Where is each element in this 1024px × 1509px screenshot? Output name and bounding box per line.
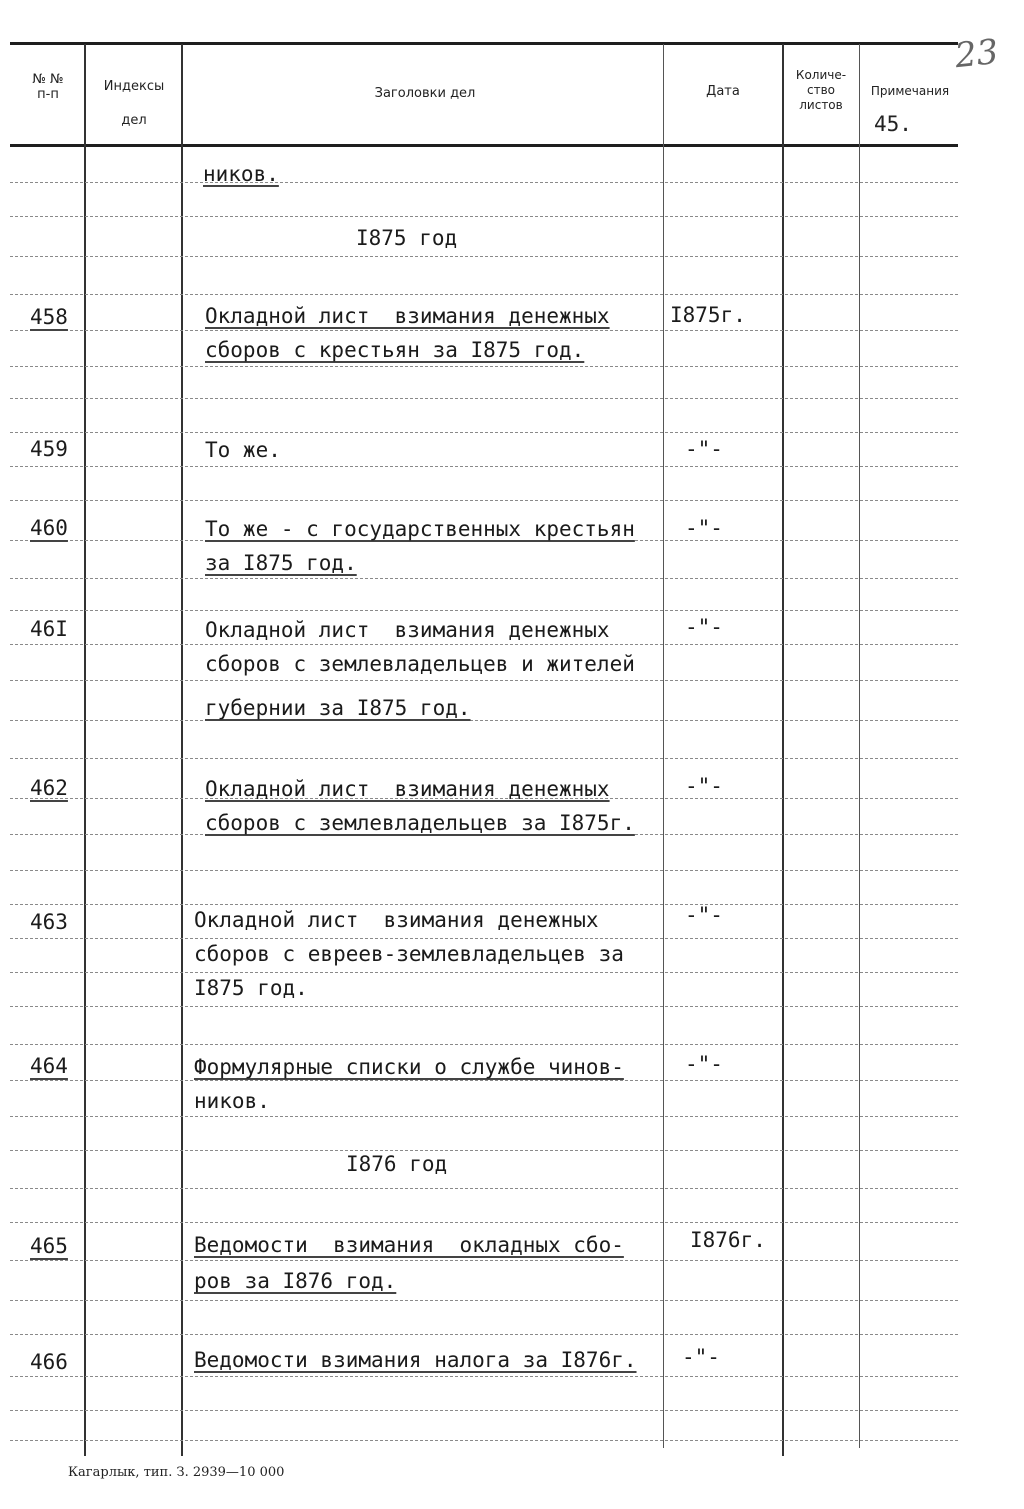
year-heading: I875 год <box>356 226 458 250</box>
case-title-line: сборов с землевладельцев и жителей <box>205 652 635 676</box>
ruled-line <box>10 1440 958 1441</box>
case-title-line: Окладной лист взимания денежных <box>205 304 610 328</box>
case-number: 463 <box>30 910 68 934</box>
header-col-date: Дата <box>706 84 740 99</box>
ruled-line <box>10 1410 958 1411</box>
case-title-line: Ведомости взимания окладных сбо- <box>194 1233 624 1257</box>
case-title-line: Ведомости взимания налога за I876г. <box>194 1348 637 1372</box>
ruled-line <box>10 432 958 433</box>
ruled-line <box>10 500 958 501</box>
folio-mark: 23 <box>953 31 1001 77</box>
ruled-line <box>10 1044 958 1045</box>
case-title-line: Окладной лист взимания денежных <box>205 618 610 642</box>
case-date: I875г. <box>670 303 746 327</box>
ruled-line <box>10 578 958 579</box>
case-date: I876г. <box>690 1228 766 1252</box>
case-number: 459 <box>30 437 68 461</box>
case-title-line: Формулярные списки о службе чинов- <box>194 1055 624 1079</box>
ruled-line <box>10 1150 958 1151</box>
header-top-rule <box>10 42 958 45</box>
ruled-line <box>10 1006 958 1007</box>
case-number: 46I <box>30 617 68 641</box>
header-bottom-rule <box>10 144 958 147</box>
continuation-text: ников. <box>203 162 279 186</box>
case-title-line: Окладной лист взимания денежных <box>194 908 599 932</box>
case-date: -"- <box>685 1052 723 1076</box>
case-number: 460 <box>30 516 68 540</box>
col-divider-title <box>663 44 664 1448</box>
year-heading: I876 год <box>346 1152 448 1176</box>
ruled-line <box>10 972 958 973</box>
header-col-index: Индексы дел <box>103 79 165 128</box>
header-col-sheets: Количе- ство листов <box>795 68 847 112</box>
ruled-line <box>10 870 958 871</box>
case-title-line: сборов с землевладельцев за I875г. <box>205 811 635 835</box>
printer-imprint: Кагарлык, тип. З. 2939—10 000 <box>68 1465 285 1480</box>
case-title-line: То же. <box>205 438 281 462</box>
case-date: -"- <box>682 1345 720 1369</box>
case-number: 465 <box>30 1234 68 1258</box>
ruled-line <box>10 1116 958 1117</box>
case-title-line: за I875 год. <box>205 551 357 575</box>
ruled-line <box>10 1188 958 1189</box>
case-title-line: Окладной лист взимания денежных <box>205 777 610 801</box>
ruled-line <box>10 1300 958 1301</box>
case-title-line: I875 год. <box>194 976 308 1000</box>
ruled-line <box>10 1222 958 1223</box>
case-title-line: ров за I876 год. <box>194 1269 397 1293</box>
header-col-notes: Примечания <box>870 84 950 98</box>
case-date: -"- <box>685 615 723 639</box>
case-title-line: губернии за I875 год. <box>205 696 471 720</box>
case-title-line: сборов с крестьян за I875 год. <box>205 338 585 362</box>
ruled-line <box>10 1334 958 1335</box>
case-number: 464 <box>30 1054 68 1078</box>
ruled-line <box>10 720 958 721</box>
case-date: -"- <box>685 774 723 798</box>
case-title-line: То же - с государственных крестьян <box>205 517 635 541</box>
case-title-line: ников. <box>194 1089 270 1113</box>
col-divider-sheets <box>859 44 860 1448</box>
case-date: -"- <box>685 903 723 927</box>
ruled-line <box>10 758 958 759</box>
header-col-title: Заголовки дел <box>374 86 476 101</box>
ruled-line <box>10 294 958 295</box>
ruled-line <box>10 182 958 183</box>
case-date: -"- <box>685 516 723 540</box>
case-date: -"- <box>685 437 723 461</box>
ruled-line <box>10 398 958 399</box>
ruled-line <box>10 256 958 257</box>
page-number: 45. <box>874 112 912 136</box>
case-number: 466 <box>30 1350 68 1374</box>
header-col-number: № № п-п <box>32 72 64 102</box>
ruled-line <box>10 466 958 467</box>
case-title-line: сборов с евреев-землевладельцев за <box>194 942 624 966</box>
case-number: 458 <box>30 305 68 329</box>
ruled-line <box>10 610 958 611</box>
ruled-line <box>10 216 958 217</box>
case-number: 462 <box>30 776 68 800</box>
